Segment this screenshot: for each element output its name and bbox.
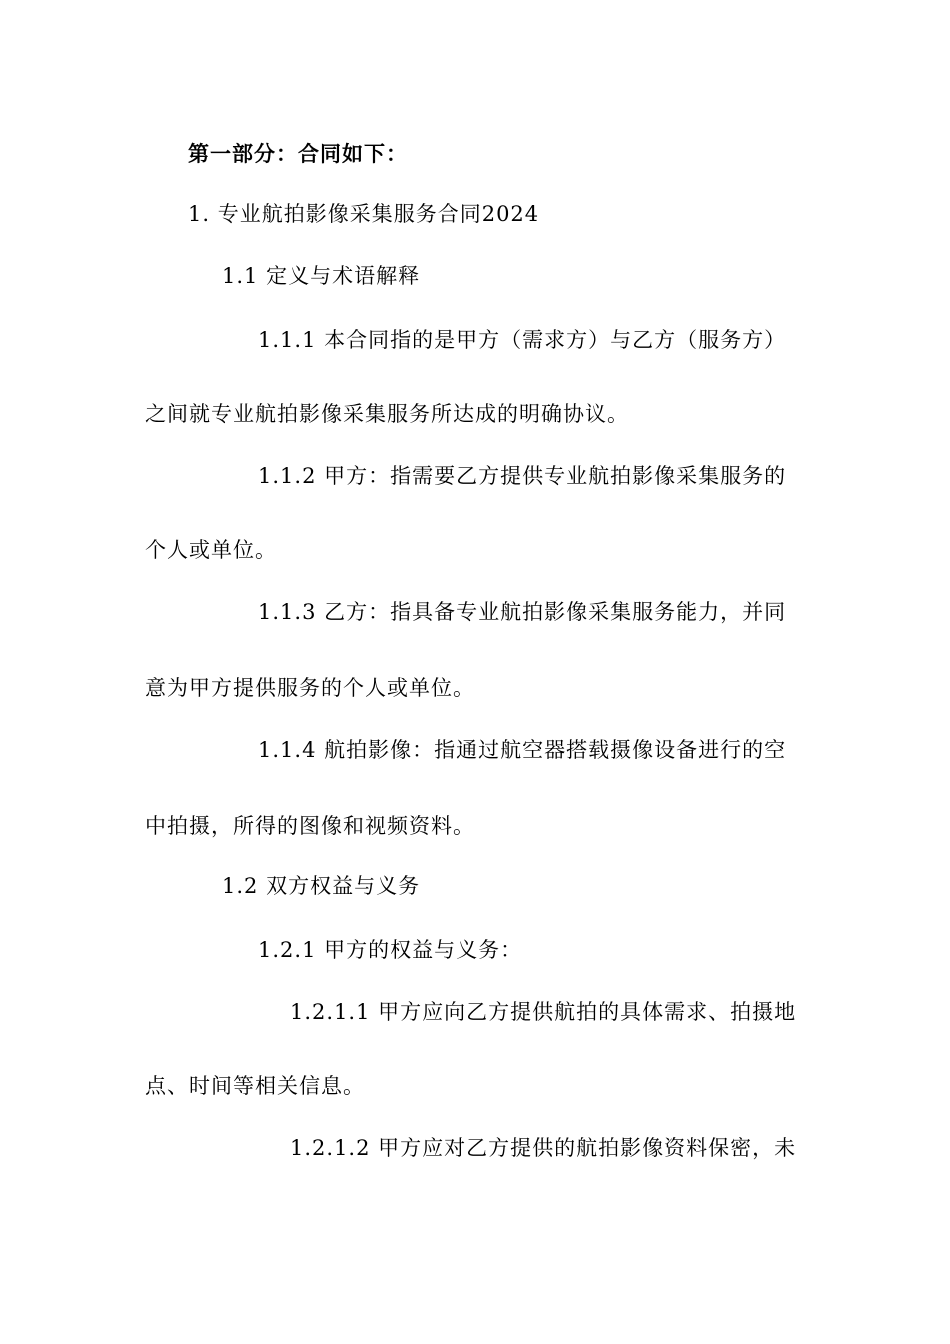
clause-1-1-2-continued: 个人或单位。 (145, 538, 277, 562)
clause-1-2-1: 1.2.1 甲方的权益与义务： (258, 938, 523, 962)
contract-title: 1. 专业航拍影像采集服务合同2024 (188, 202, 540, 226)
section-1-1-title: 1.1 定义与术语解释 (222, 264, 421, 288)
clause-1-1-4-continued: 中拍摄，所得的图像和视频资料。 (145, 814, 475, 838)
clause-1-1-1-continued: 之间就专业航拍影像采集服务所达成的明确协议。 (145, 402, 629, 426)
clause-1-2-1-1-continued: 点、时间等相关信息。 (145, 1074, 365, 1098)
clause-1-1-1: 1.1.1 本合同指的是甲方（需求方）与乙方（服务方） (258, 328, 787, 352)
clause-1-1-2: 1.1.2 甲方：指需要乙方提供专业航拍影像采集服务的 (258, 464, 787, 488)
clause-1-1-3: 1.1.3 乙方：指具备专业航拍影像采集服务能力，并同 (258, 600, 787, 624)
clause-1-1-3-continued: 意为甲方提供服务的个人或单位。 (145, 676, 475, 700)
clause-1-2-1-2: 1.2.1.2 甲方应对乙方提供的航拍影像资料保密，未 (290, 1136, 797, 1160)
section-heading: 第一部分：合同如下： (188, 141, 408, 166)
clause-1-2-1-1: 1.2.1.1 甲方应向乙方提供航拍的具体需求、拍摄地 (290, 1000, 797, 1024)
clause-1-1-4: 1.1.4 航拍影像：指通过航空器搭载摄像设备进行的空 (258, 738, 787, 762)
section-1-2-title: 1.2 双方权益与义务 (222, 874, 421, 898)
